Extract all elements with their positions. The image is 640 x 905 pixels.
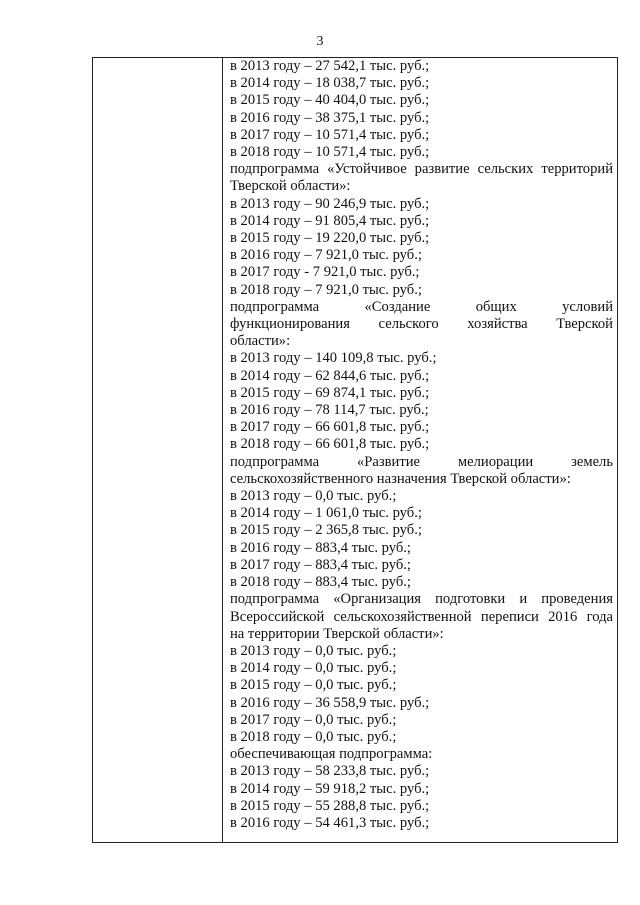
text-line: обеспечивающая подпрограмма: bbox=[230, 746, 433, 763]
text-line: в 2015 году – 0,0 тыс. руб.; bbox=[230, 677, 397, 694]
text-line: в 2016 году – 38 375,1 тыс. руб.; bbox=[230, 109, 430, 126]
text-line: в 2015 году – 19 220,0 тыс. руб.; bbox=[230, 230, 430, 247]
text-line: сельскохозяйственного назначения Тверской области»: bbox=[230, 470, 571, 487]
text-line: в 2017 году – 883,4 тыс. руб.; bbox=[230, 556, 411, 573]
text-line: подпрограмма «Развитие мелиорации земель bbox=[230, 453, 613, 470]
text-line: Всероссийской сельскохозяйственной переписи 2016 года bbox=[230, 608, 613, 625]
page-number: 3 bbox=[316, 34, 324, 49]
text-line: в 2018 году – 0,0 тыс. руб.; bbox=[230, 728, 397, 745]
text-line: на территории Тверской области»: bbox=[230, 625, 444, 642]
text-line: Тверской области»: bbox=[230, 178, 351, 195]
table-left-cell bbox=[93, 58, 223, 842]
text-line: области»: bbox=[230, 333, 291, 350]
text-line: в 2013 году – 0,0 тыс. руб.; bbox=[230, 642, 397, 659]
text-line: в 2013 году – 0,0 тыс. руб.; bbox=[230, 488, 397, 505]
text-line: в 2013 году – 140 109,8 тыс. руб.; bbox=[230, 350, 437, 367]
text-line: в 2016 году – 883,4 тыс. руб.; bbox=[230, 539, 411, 556]
text-line: в 2014 году – 1 061,0 тыс. руб.; bbox=[230, 505, 422, 522]
text-line: в 2017 году – 0,0 тыс. руб.; bbox=[230, 711, 397, 728]
text-line: в 2014 году – 18 038,7 тыс. руб.; bbox=[230, 75, 430, 92]
text-line: подпрограмма «Устойчивое развитие сельских территорий bbox=[230, 161, 613, 178]
funding-table bbox=[92, 57, 618, 843]
text-line: в 2013 году – 90 246,9 тыс. руб.; bbox=[230, 195, 430, 212]
text-line: в 2013 году – 58 233,8 тыс. руб.; bbox=[230, 763, 430, 780]
text-line: в 2013 году – 27 542,1 тыс. руб.; bbox=[230, 58, 430, 74]
text-line: в 2016 году – 78 114,7 тыс. руб.; bbox=[230, 402, 429, 419]
text-line: в 2017 году - 7 921,0 тыс. руб.; bbox=[230, 264, 420, 281]
text-line: в 2016 году – 54 461,3 тыс. руб.; bbox=[230, 814, 430, 831]
text-line: в 2018 году – 883,4 тыс. руб.; bbox=[230, 574, 411, 591]
text-line: в 2015 году – 55 288,8 тыс. руб.; bbox=[230, 797, 430, 814]
text-line: подпрограмма «Организация подготовки и проведения bbox=[230, 591, 613, 608]
text-line: в 2016 году – 7 921,0 тыс. руб.; bbox=[230, 247, 422, 264]
text-line: в 2015 году – 2 365,8 тыс. руб.; bbox=[230, 522, 422, 539]
text-line: в 2015 году – 69 874,1 тыс. руб.; bbox=[230, 384, 430, 401]
table-right-cell bbox=[224, 58, 618, 832]
text-line: в 2018 году – 10 571,4 тыс. руб.; bbox=[230, 144, 430, 161]
text-line: в 2016 году – 36 558,9 тыс. руб.; bbox=[230, 694, 430, 711]
text-line: функционирования сельского хозяйства Тверской bbox=[230, 316, 613, 333]
text-line: в 2014 году – 0,0 тыс. руб.; bbox=[230, 660, 397, 677]
text-line: в 2015 году – 40 404,0 тыс. руб.; bbox=[230, 92, 430, 109]
text-line: в 2014 году – 59 918,2 тыс. руб.; bbox=[230, 780, 430, 797]
text-line: в 2017 году – 66 601,8 тыс. руб.; bbox=[230, 419, 430, 436]
text-line: в 2014 году – 91 805,4 тыс. руб.; bbox=[230, 212, 430, 229]
text-line: в 2018 году – 7 921,0 тыс. руб.; bbox=[230, 281, 422, 298]
text-line: в 2014 году – 62 844,6 тыс. руб.; bbox=[230, 367, 430, 384]
text-line: в 2018 году – 66 601,8 тыс. руб.; bbox=[230, 436, 430, 453]
text-line: подпрограмма «Создание общих условий bbox=[230, 298, 613, 315]
text-line: в 2017 году – 10 571,4 тыс. руб.; bbox=[230, 126, 430, 143]
